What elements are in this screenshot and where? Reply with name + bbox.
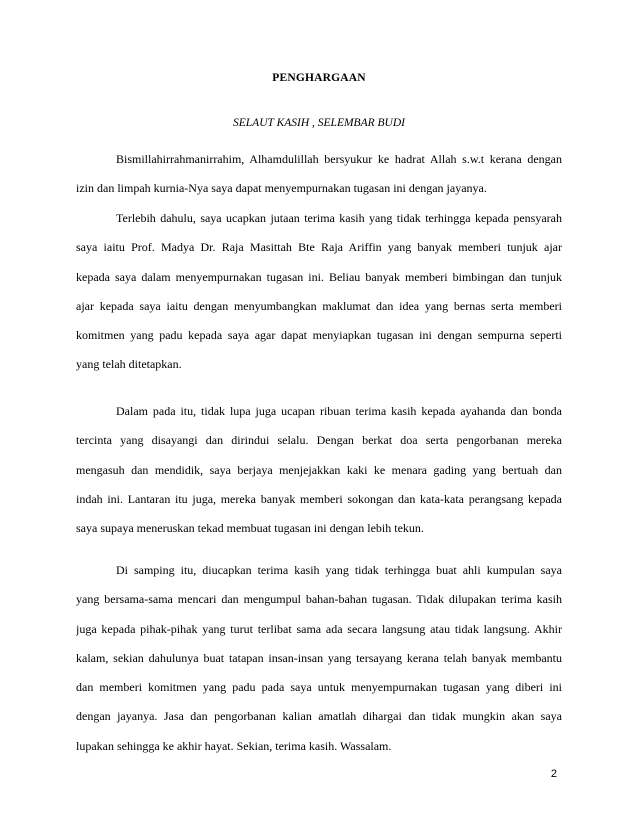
page-subtitle: SELAUT KASIH , SELEMBAR BUDI — [233, 117, 405, 129]
paragraph-line: Terlebih dahulu, saya ucapkan jutaan terima kasih yang tidak terhingga kepada pensyarah — [116, 211, 562, 225]
paragraph-line: kepada saya dalam menyempurnakan tugasan ini. Beliau banyak memberi bimbingan dan tunjuk — [76, 269, 562, 284]
paragraph-4 — [76, 556, 562, 761]
paragraph-2 — [76, 204, 562, 380]
paragraph-line: Bismillahirrahmanirrahim, Alhamdulillah bersyukur ke hadrat Allah s.w.t kerana dengan — [116, 152, 562, 166]
paragraph-line: yang bersama-sama mencari dan mengumpul bahan-bahan tugasan. Tidak dilupakan terima kasih — [76, 592, 562, 607]
paragraph-line: tercinta yang disayangi dan dirindui selalu. Dengan berkat doa serta pengorbanan mereka — [76, 433, 562, 448]
paragraph-line: indah ini. Lantaran itu juga, mereka banyak memberi sokongan dan kata-kata perangsang kepada — [76, 491, 562, 506]
paragraph-line: izin dan limpah kurnia-Nya saya dapat menyempurnakan tugasan ini dengan jayanya. — [76, 181, 487, 196]
paragraph-line: yang telah ditetapkan. — [76, 357, 182, 372]
paragraph-line: dan memberi komitmen yang padu pada saya untuk menyempurnakan tugasan yang diberi ini — [76, 680, 562, 695]
paragraph-line: kalam, sekian dahulunya buat tatapan insan-insan yang tersayang kerana telah banyak membantu — [76, 650, 562, 665]
paragraph-1 — [76, 145, 562, 204]
paragraph-line: dengan jayanya. Jasa dan pengorbanan kalian amatlah dihargai dan tidak mungkin akan saya — [76, 709, 562, 724]
paragraph-line: saya iaitu Prof. Madya Dr. Raja Masittah Bte Raja Ariffin yang banyak memberi tunjuk ajar — [76, 240, 562, 255]
paragraph-line: Di samping itu, diucapkan terima kasih yang tidak terhingga buat ahli kumpulan saya — [116, 563, 562, 577]
page-title: PENGHARGAAN — [272, 72, 366, 84]
paragraph-3 — [76, 397, 562, 543]
paragraph-line: mengasuh dan mendidik, saya berjaya menjejakkan kaki ke menara gading yang bertuah dan — [76, 462, 562, 477]
paragraph-line: lupakan sehingga ke akhir hayat. Sekian, terima kasih. Wassalam. — [76, 738, 392, 753]
paragraph-line: saya supaya meneruskan tekad membuat tugasan ini dengan lebih tekun. — [76, 521, 424, 536]
paragraph-line: Dalam pada itu, tidak lupa juga ucapan ribuan terima kasih kepada ayahanda dan bonda — [116, 404, 562, 418]
paragraph-line: juga kepada pihak-pihak yang turut terlibat sama ada secara langsung atau tidak langsung. Akhir — [76, 621, 562, 636]
paragraph-line: ajar kepada saya iaitu dengan menyumbangkan maklumat dan idea yang bernas serta memberi — [76, 298, 562, 313]
paragraph-line: komitmen yang padu kepada saya agar dapat menyiapkan tugasan ini dengan sempurna seperti — [76, 328, 562, 343]
page-number: 2 — [550, 768, 557, 780]
